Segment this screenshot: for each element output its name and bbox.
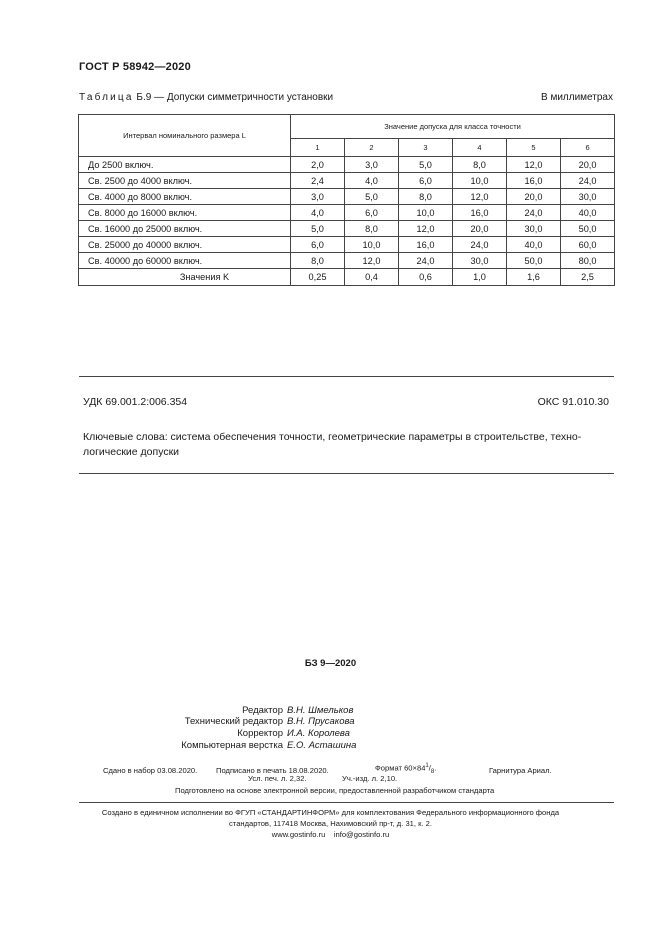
keywords-line: логические допуски bbox=[83, 446, 180, 458]
value-cell: 6,0 bbox=[399, 173, 453, 189]
class-header: 1 bbox=[291, 139, 345, 157]
table-row bbox=[79, 237, 615, 253]
value-cell: 16,0 bbox=[399, 237, 453, 253]
format-text: Формат 60×84 bbox=[375, 763, 426, 773]
k-value-cell: 1,6 bbox=[507, 269, 561, 286]
tolerance-class-header: Значение допуска для класса точности bbox=[291, 115, 615, 139]
value-cell: 10,0 bbox=[399, 205, 453, 221]
class-header: 4 bbox=[453, 139, 507, 157]
divider-footer bbox=[79, 802, 614, 803]
class-header: 5 bbox=[507, 139, 561, 157]
credit-role: Редактор bbox=[242, 705, 283, 716]
k-value-cell: 0,6 bbox=[399, 269, 453, 286]
table-caption-title: Б.9 — Допуски симметричности установки bbox=[136, 92, 334, 103]
publisher-sheets: Уч.-изд. л. 2,10. bbox=[342, 774, 398, 783]
value-cell: 16,0 bbox=[507, 173, 561, 189]
interval-cell: Св. 25000 до 40000 включ. bbox=[79, 237, 291, 253]
created-line-2: стандартов, 117418 Москва, Нахимовский пр-т, д. 31, к. 2. bbox=[229, 819, 432, 828]
k-value-cell: 0,25 bbox=[291, 269, 345, 286]
interval-cell: Св. 2500 до 4000 включ. bbox=[79, 173, 291, 189]
value-cell: 40,0 bbox=[561, 205, 615, 221]
credit-name: Е.О. Асташина bbox=[287, 740, 357, 751]
created-line-1: Создано в единичном исполнении во ФГУП «СТАНДАРТИНФОРМ» для комплектования Федерального информационного фонда bbox=[101, 808, 560, 817]
k-value-cell: 0,4 bbox=[345, 269, 399, 286]
value-cell: 50,0 bbox=[507, 253, 561, 269]
interval-cell: До 2500 включ. bbox=[79, 157, 291, 173]
value-cell: 12,0 bbox=[453, 189, 507, 205]
credit-name: И.А. Королева bbox=[287, 728, 350, 739]
divider-bottom bbox=[79, 473, 614, 474]
value-cell: 2,0 bbox=[291, 157, 345, 173]
value-cell: 5,0 bbox=[399, 157, 453, 173]
value-cell: 24,0 bbox=[399, 253, 453, 269]
value-cell: 4,0 bbox=[291, 205, 345, 221]
credit-name: В.Н. Прусакова bbox=[287, 716, 355, 727]
value-cell: 12,0 bbox=[345, 253, 399, 269]
k-values-row bbox=[79, 269, 615, 286]
value-cell: 30,0 bbox=[507, 221, 561, 237]
interval-cell: Св. 40000 до 60000 включ. bbox=[79, 253, 291, 269]
value-cell: 5,0 bbox=[291, 221, 345, 237]
bz-number: БЗ 9—2020 bbox=[304, 658, 357, 669]
value-cell: 12,0 bbox=[507, 157, 561, 173]
class-header: 3 bbox=[399, 139, 453, 157]
interval-cell: Св. 8000 до 16000 включ. bbox=[79, 205, 291, 221]
value-cell: 20,0 bbox=[453, 221, 507, 237]
sent-to-set: Сдано в набор 03.08.2020. bbox=[103, 766, 198, 775]
k-label-cell: Значения K bbox=[79, 269, 291, 286]
interval-column-header: Интервал номинального размера L bbox=[79, 115, 291, 157]
value-cell: 4,0 bbox=[345, 173, 399, 189]
value-cell: 20,0 bbox=[507, 189, 561, 205]
value-cell: 6,0 bbox=[291, 237, 345, 253]
value-cell: 12,0 bbox=[399, 221, 453, 237]
value-cell: 80,0 bbox=[561, 253, 615, 269]
contacts bbox=[0, 830, 661, 839]
value-cell: 8,0 bbox=[291, 253, 345, 269]
value-cell: 60,0 bbox=[561, 237, 615, 253]
oks-code: ОКС 91.010.30 bbox=[537, 396, 609, 408]
keywords-block bbox=[83, 430, 613, 460]
credit-role: Компьютерная верстка bbox=[181, 740, 283, 751]
value-cell: 24,0 bbox=[453, 237, 507, 253]
website-link[interactable]: www.gostinfo.ru bbox=[271, 830, 326, 839]
credit-role: Технический редактор bbox=[184, 716, 283, 727]
document-code: ГОСТ Р 58942—2020 bbox=[79, 61, 191, 73]
keywords-line: Ключевые слова: система обеспечения точности, геометрические параметры в строительстве, техно- bbox=[83, 431, 582, 443]
value-cell: 10,0 bbox=[453, 173, 507, 189]
k-value-cell: 2,5 bbox=[561, 269, 615, 286]
value-cell: 6,0 bbox=[345, 205, 399, 221]
value-cell: 8,0 bbox=[453, 157, 507, 173]
table-row bbox=[79, 253, 615, 269]
typeface: Гарнитура Ариал. bbox=[489, 766, 552, 775]
class-header: 2 bbox=[345, 139, 399, 157]
table-units: В миллиметрах bbox=[541, 92, 613, 103]
value-cell: 3,0 bbox=[291, 189, 345, 205]
value-cell: 30,0 bbox=[453, 253, 507, 269]
interval-cell: Св. 16000 до 25000 включ. bbox=[79, 221, 291, 237]
value-cell: 24,0 bbox=[507, 205, 561, 221]
value-cell: 30,0 bbox=[561, 189, 615, 205]
value-cell: 10,0 bbox=[345, 237, 399, 253]
value-cell: 20,0 bbox=[561, 157, 615, 173]
value-cell: 40,0 bbox=[507, 237, 561, 253]
print-sheets: Усл. печ. л. 2,32. bbox=[248, 774, 307, 783]
value-cell: 8,0 bbox=[345, 221, 399, 237]
table-caption bbox=[79, 92, 333, 103]
table-row bbox=[79, 189, 615, 205]
credit-role: Корректор bbox=[237, 728, 283, 739]
value-cell: 5,0 bbox=[345, 189, 399, 205]
udk-code: УДК 69.001.2:006.354 bbox=[83, 396, 188, 408]
divider-top bbox=[79, 376, 614, 377]
value-cell: 50,0 bbox=[561, 221, 615, 237]
table-row bbox=[79, 221, 615, 237]
tolerance-table bbox=[78, 114, 615, 286]
prepared-note: Подготовлено на основе электронной версии, предоставленной разработчиком стандарта bbox=[175, 786, 495, 795]
table-row bbox=[79, 173, 615, 189]
email-link[interactable]: info@gostinfo.ru bbox=[333, 830, 390, 839]
signed-to-print: Подписано в печать 18.08.2020. bbox=[216, 766, 329, 775]
table-row bbox=[79, 157, 615, 173]
k-value-cell: 1,0 bbox=[453, 269, 507, 286]
class-header: 6 bbox=[561, 139, 615, 157]
interval-cell: Св. 4000 до 8000 включ. bbox=[79, 189, 291, 205]
value-cell: 3,0 bbox=[345, 157, 399, 173]
credit-name: В.Н. Шмельков bbox=[287, 705, 354, 716]
format-sub: 8 bbox=[430, 769, 435, 776]
print-format: Формат $60\times 84^1/_8$. bbox=[375, 763, 437, 776]
value-cell: 8,0 bbox=[399, 189, 453, 205]
format-sup: 1 bbox=[425, 763, 429, 769]
table-caption-word: Таблица bbox=[79, 92, 134, 103]
table-row bbox=[79, 205, 615, 221]
value-cell: 16,0 bbox=[453, 205, 507, 221]
value-cell: 24,0 bbox=[561, 173, 615, 189]
value-cell: 2,4 bbox=[291, 173, 345, 189]
